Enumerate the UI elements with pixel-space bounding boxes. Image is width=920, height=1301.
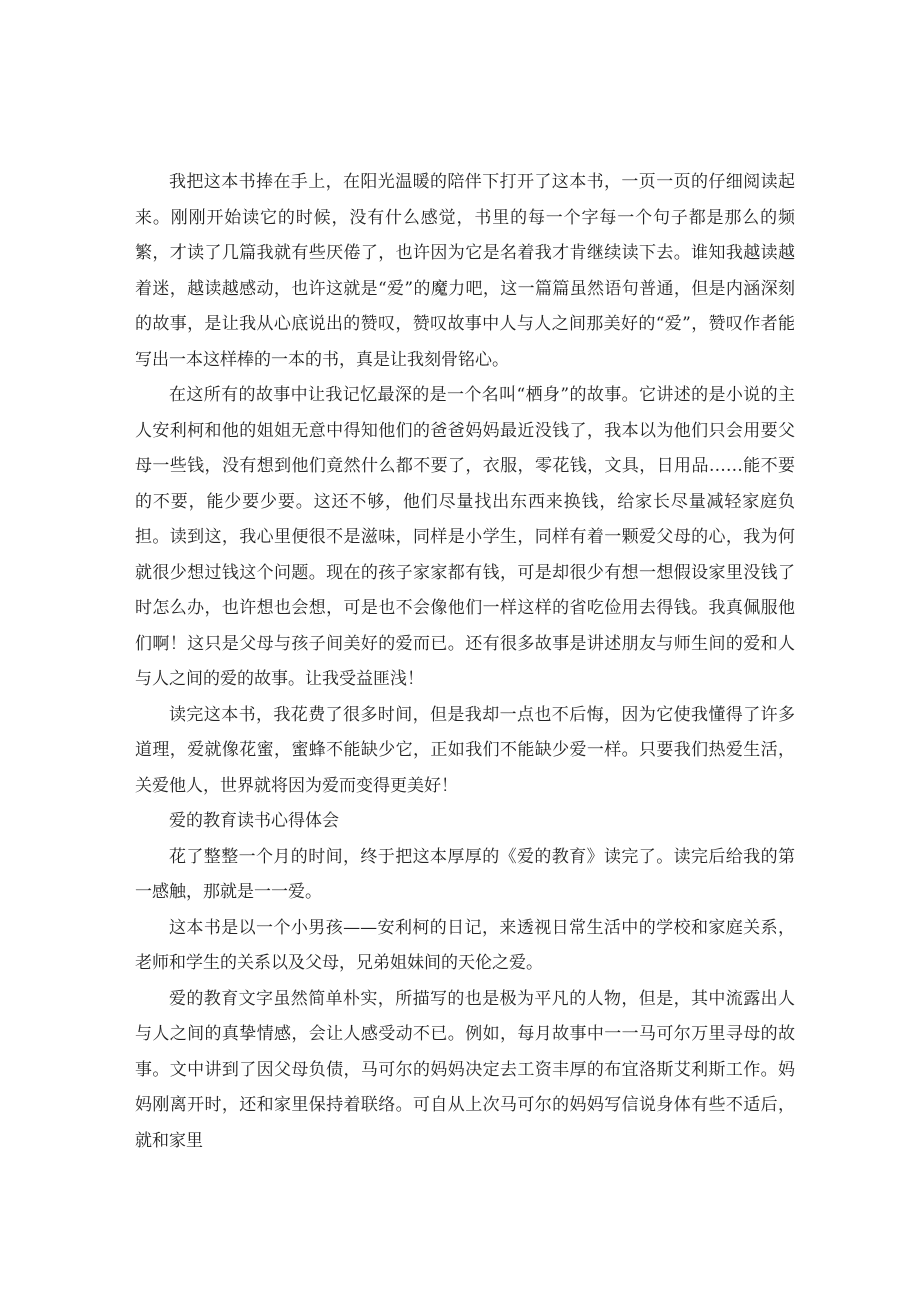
paragraph-5: 这本书是以一个小男孩——安利柯的日记，来透视日常生活中的学校和家庭关系，老师和学生的关系以及父母，兄弟姐妹间的天伦之爱。 [135, 917, 795, 973]
document-body [135, 165, 795, 1159]
paragraph-1: 我把这本书捧在手上，在阳光温暖的陪伴下打开了这本书，一页一页的仔细阅读起来。刚刚开始读它的时候，没有什么感觉，书里的每一个字每一个句子都是那么的频繁，才读了几篇我就有些厌倦了，也许因为它是名着我才肯继续读下去。谁知我越读越着迷，越读越感动，也许这就是“爱”的魔力吧，这一篇篇虽然语句普通，但是内涵深刻的故事，是让我从心底说出的赞叹，赞叹故事中人与人之间那美好的“爱”，赞叹作者能写出一本这样棒的一本的书，真是让我刻骨铭心。 [135, 172, 795, 370]
section-title: 爱的教育读书心得体会 [169, 811, 339, 831]
paragraph-4: 花了整整一个月的时间，终于把这本厚厚的《爱的教育》读完了。读完后给我的第一感触，那就是一一爱。 [135, 846, 795, 902]
paragraph-3: 读完这本书，我花费了很多时间，但是我却一点也不后悔，因为它使我懂得了许多道理，爱就像花蜜，蜜蜂不能缺少它，正如我们不能缺少爱一样。只要我们热爱生活，关爱他人，世界就将因为爱而变得更美好！ [135, 704, 795, 796]
paragraph-6: 爱的教育文字虽然简单朴实，所描写的也是极为平凡的人物，但是，其中流露出人与人之间的真挚情感，会让人感受动不已。例如，每月故事中一一马可尔万里寻母的故事。文中讲到了因父母负债，马可尔的妈妈决定去工资丰厚的布宜洛斯艾利斯工作。妈妈刚离开时，还和家里保持着联络。可自从上次马可尔的妈妈写信说身体有些不适后，就和家里 [135, 988, 795, 1151]
paragraph-2: 在这所有的故事中让我记忆最深的是一个名叫“栖身”的故事。它讲述的是小说的主人安利柯和他的姐姐无意中得知他们的爸爸妈妈最近没钱了，我本以为他们只会用要父母一些钱，没有想到他们竟然什么都不要了，衣服，零花钱，文具，日用品……能不要的不要，能少要少要。这还不够，他们尽量找出东西来换钱，给家长尽量减轻家庭负担。读到这，我心里便很不是滋味，同样是小学生，同样有着一颗爱父母的心，我为何就很少想过钱这个问题。现在的孩子家家都有钱，可是却很少有想一想假设家里没钱了时怎么办，也许想也会想，可是也不会像他们一样这样的省吃俭用去得钱。我真佩服他们啊！这只是父母与孩子间美好的爱而已。还有很多故事是讲述朋友与师生间的爱和人与人之间的爱的故事。让我受益匪浅！ [135, 385, 795, 689]
